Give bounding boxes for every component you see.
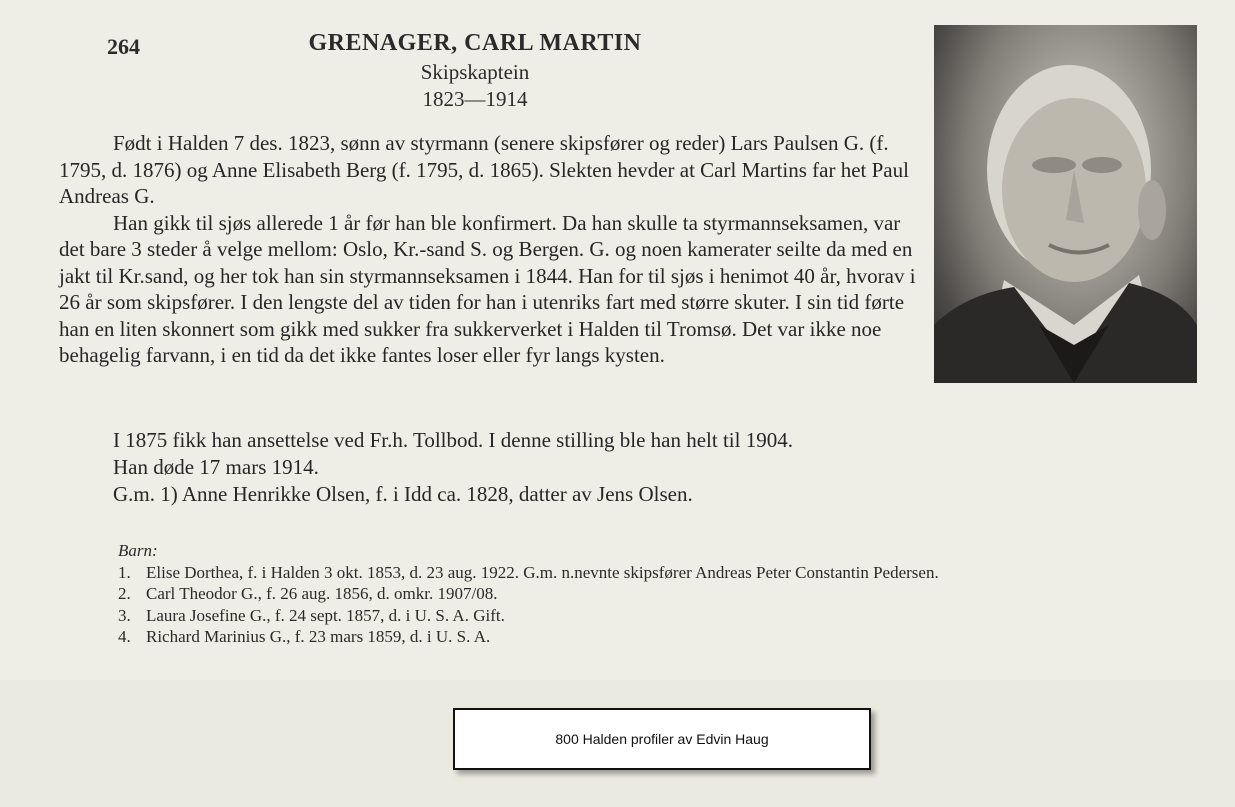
biography-text (59, 130, 929, 369)
page-number: 264 (107, 34, 140, 59)
person-occupation: Skipskaptein (420, 60, 530, 84)
caption-text: 800 Halden profiler av Edvin Haug (555, 731, 769, 747)
list-item: 2. Carl Theodor G., f. 26 aug. 1856, d. omkr. 1907/08. (118, 584, 498, 603)
person-years: 1823—1914 (422, 87, 528, 111)
list-item: 4. Richard Marinius G., f. 23 mars 1859, d. i U. S. A. (118, 627, 491, 646)
children-list (118, 540, 1208, 648)
employment-line: I 1875 fikk han ansettelse ved Fr.h. Tollbod. I denne stilling ble han helt til 1904. (113, 428, 793, 452)
marriage-line: G.m. 1) Anne Henrikke Olsen, f. i Idd ca. 1828, datter av Jens Olsen. (113, 482, 693, 506)
list-item: 3. Laura Josefine G., f. 24 sept. 1857, d. i U. S. A. Gift. (118, 605, 505, 625)
paragraph: Født i Halden 7 des. 1823, sønn av styrmann (senere skipsfører og reder) Lars Paulsen G. (f. 1795, d. 1876) og Anne Elisabeth Berg (f. 1795, d. 1865). Slekten hevder at Carl Martins far het Paul Andreas G. (59, 131, 909, 208)
caption-box (453, 708, 871, 770)
paragraph: Han gikk til sjøs allerede 1 år før han ble konfirmert. Da han skulle ta styrmannseksamen, var det bare 3 steder å velge mellom: Oslo, Kr.-sand S. og Bergen. G. og noen kamerater seilte da med en jakt til Kr.sand, og her tok han sin styrmannseksamen i 1844. Han for til sjøs i henimot 40 år, hvorav i 26 år som skipsfører. I den lengste del av tiden for han i utenriks fart med større skuter. I sin tid førte han en liten skonnert som gikk med sukker fra sukkerverket i Halden til Tromsø. Det var ikke noe behagelig farvann, i en tid da det ikke fantes loser eller fyr langs kysten. (59, 210, 916, 367)
children-label: Barn: (118, 541, 158, 560)
death-line: Han døde 17 mars 1914. (113, 455, 319, 479)
portrait-photo (934, 25, 1197, 383)
list-item: 1. Elise Dorthea, f. i Halden 3 okt. 1853, d. 23 aug. 1922. G.m. n.nevnte skipsfører Andreas Peter Constantin Pedersen. (118, 562, 939, 582)
person-name: GRENAGER, CARL MARTIN (308, 30, 642, 56)
